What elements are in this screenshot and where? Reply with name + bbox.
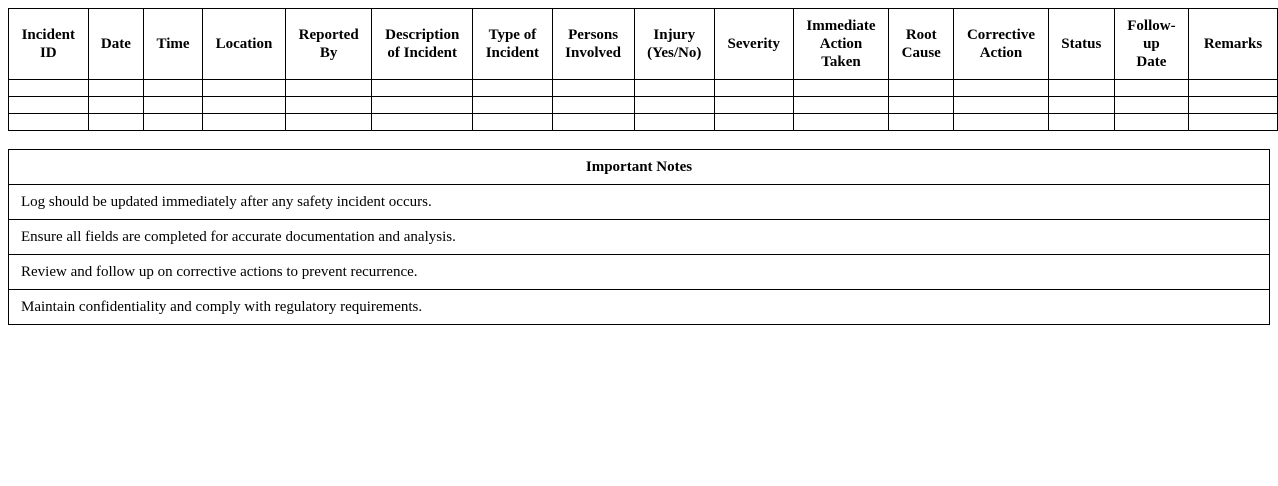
table-cell[interactable] (634, 80, 714, 97)
table-cell[interactable] (714, 97, 793, 114)
table-cell[interactable] (202, 80, 285, 97)
important-notes-table (8, 149, 1270, 325)
table-cell[interactable] (1048, 97, 1114, 114)
table-cell[interactable] (552, 80, 634, 97)
table-cell[interactable] (9, 114, 89, 131)
column-header-description: Description of Incident (372, 9, 473, 80)
note-item: Ensure all fields are completed for accurate documentation and analysis. (9, 220, 1270, 255)
table-cell[interactable] (954, 80, 1049, 97)
table-cell[interactable] (144, 97, 203, 114)
header-row (9, 9, 1278, 80)
table-cell[interactable] (793, 114, 889, 131)
table-cell[interactable] (1114, 80, 1188, 97)
table-cell[interactable] (1048, 80, 1114, 97)
table-cell[interactable] (473, 114, 553, 131)
note-row (9, 220, 1270, 255)
column-header-follow-up-date: Follow-up Date (1114, 9, 1188, 80)
table-cell[interactable] (954, 97, 1049, 114)
table-cell[interactable] (793, 80, 889, 97)
column-header-location: Location (202, 9, 285, 80)
column-header-status: Status (1048, 9, 1114, 80)
column-header-root-cause: Root Cause (889, 9, 954, 80)
table-cell[interactable] (202, 97, 285, 114)
important-notes-container (8, 149, 1270, 325)
table-cell[interactable] (144, 80, 203, 97)
table-cell[interactable] (88, 114, 144, 131)
table-cell[interactable] (1114, 114, 1188, 131)
notes-title: Important Notes (9, 150, 1270, 185)
column-header-immediate-action: Immediate Action Taken (793, 9, 889, 80)
column-header-persons-involved: Persons Involved (552, 9, 634, 80)
table-cell[interactable] (793, 97, 889, 114)
table-cell[interactable] (286, 80, 372, 97)
table-cell[interactable] (372, 114, 473, 131)
column-header-corrective-action: Corrective Action (954, 9, 1049, 80)
table-cell[interactable] (1114, 97, 1188, 114)
table-cell[interactable] (9, 80, 89, 97)
table-cell[interactable] (714, 114, 793, 131)
column-header-remarks: Remarks (1189, 9, 1278, 80)
column-header-type: Type of Incident (473, 9, 553, 80)
table-cell[interactable] (372, 80, 473, 97)
table-cell[interactable] (286, 97, 372, 114)
table-cell[interactable] (144, 114, 203, 131)
table-row (9, 80, 1278, 97)
table-cell[interactable] (473, 97, 553, 114)
column-header-injury: Injury (Yes/No) (634, 9, 714, 80)
column-header-time: Time (144, 9, 203, 80)
note-row (9, 185, 1270, 220)
table-cell[interactable] (473, 80, 553, 97)
table-cell[interactable] (1189, 80, 1278, 97)
incident-log-body (9, 80, 1278, 131)
table-cell[interactable] (889, 114, 954, 131)
table-cell[interactable] (88, 80, 144, 97)
notes-header-row (9, 150, 1270, 185)
table-cell[interactable] (1189, 114, 1278, 131)
table-cell[interactable] (714, 80, 793, 97)
table-cell[interactable] (954, 114, 1049, 131)
table-cell[interactable] (889, 97, 954, 114)
column-header-severity: Severity (714, 9, 793, 80)
table-cell[interactable] (634, 114, 714, 131)
note-row (9, 255, 1270, 290)
table-cell[interactable] (552, 97, 634, 114)
table-cell[interactable] (9, 97, 89, 114)
table-cell[interactable] (286, 114, 372, 131)
column-header-reported-by: Reported By (286, 9, 372, 80)
table-cell[interactable] (552, 114, 634, 131)
table-cell[interactable] (889, 80, 954, 97)
note-item: Review and follow up on corrective actions to prevent recurrence. (9, 255, 1270, 290)
note-row (9, 290, 1270, 325)
note-item: Log should be updated immediately after any safety incident occurs. (9, 185, 1270, 220)
table-cell[interactable] (372, 97, 473, 114)
table-cell[interactable] (1189, 97, 1278, 114)
table-cell[interactable] (202, 114, 285, 131)
table-cell[interactable] (88, 97, 144, 114)
incident-log-table (8, 8, 1278, 131)
incident-log-container (8, 8, 1278, 131)
table-row (9, 97, 1278, 114)
table-row (9, 114, 1278, 131)
column-header-incident-id: Incident ID (9, 9, 89, 80)
note-item: Maintain confidentiality and comply with regulatory requirements. (9, 290, 1270, 325)
table-cell[interactable] (1048, 114, 1114, 131)
column-header-date: Date (88, 9, 144, 80)
table-cell[interactable] (634, 97, 714, 114)
